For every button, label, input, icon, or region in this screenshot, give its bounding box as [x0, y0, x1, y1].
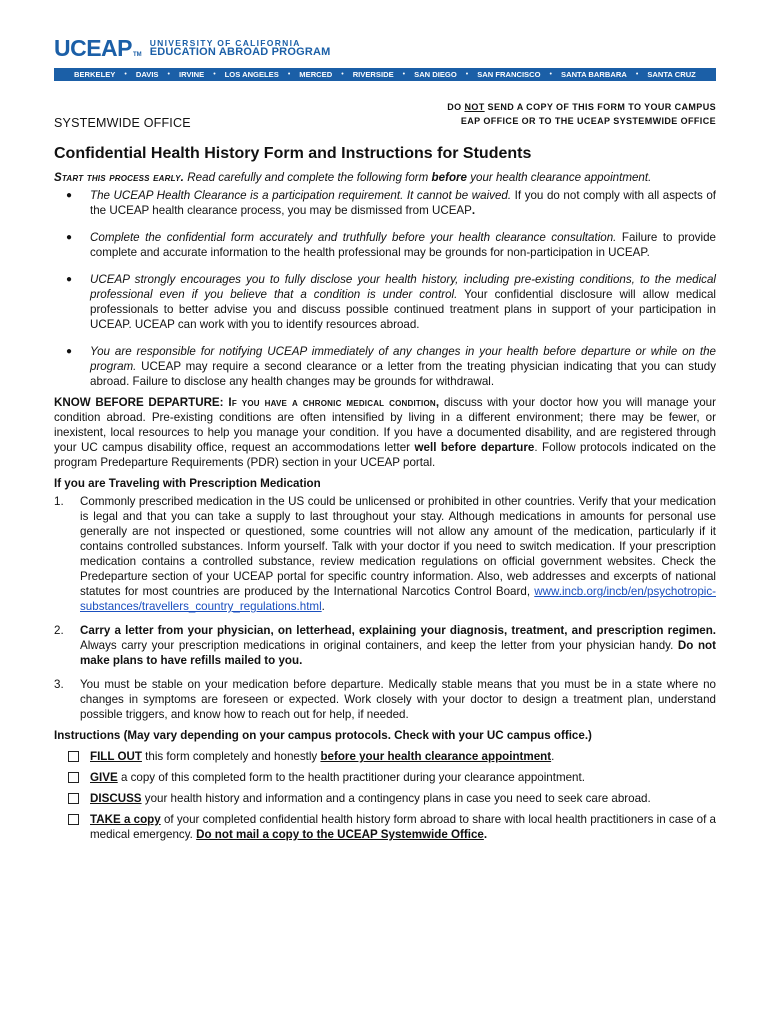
notice-pre: DO: [447, 102, 465, 112]
bullet-icon: ●: [66, 274, 73, 285]
rx-bold-2: Do not make plans to have refills mailed to you.: [80, 639, 716, 667]
notice-post: SEND A COPY OF THIS FORM TO YOUR CAMPUS: [484, 102, 716, 112]
intro-bold: before: [431, 171, 467, 184]
campus-separator: •: [124, 71, 127, 78]
campus-name: DAVIS: [135, 70, 159, 79]
campus-name: RIVERSIDE: [352, 70, 394, 79]
campus-separator: •: [167, 71, 170, 78]
checkbox[interactable]: [68, 751, 79, 762]
bullet-italic: UCEAP strongly encourages you to fully disclose your health history, including pre-existing conditions, to the medical professional even if you believe that a condition is under control.: [90, 273, 716, 301]
bullet-icon: ●: [66, 232, 73, 243]
intro-text-2: your health clearance appointment.: [466, 171, 652, 184]
bullet-icon: ●: [66, 346, 73, 357]
know-text-2: . Follow protocols indicated on the program Predeparture Requirements (PDR) section in your UCEAP portal.: [54, 441, 717, 469]
checkbox[interactable]: [68, 772, 79, 783]
bullet-end: .: [471, 204, 476, 217]
trademark-mark: TM: [133, 52, 142, 58]
rx-end: .: [321, 600, 325, 613]
checklist-key: FILL OUT: [90, 750, 142, 763]
bullet-italic: Complete the confidential form accurately and truthfully before your health clearance consultation.: [90, 231, 617, 244]
know-smallcaps: If you have a chronic medical condition,: [223, 396, 440, 409]
campus-separator: •: [341, 71, 344, 78]
checklist-item-give: [54, 770, 716, 785]
do-not-send-notice: [447, 101, 716, 129]
page-title: Confidential Health History Form and Instructions for Students: [54, 145, 532, 162]
list-item: [54, 623, 716, 668]
campus-separator: •: [287, 71, 291, 78]
rx-bold: Carry a letter from your physician, on letterhead, explaining your diagnosis, treatment, and prescription regimen.: [80, 624, 716, 637]
uceap-header: [54, 30, 716, 60]
list-item: [54, 344, 716, 389]
incb-link[interactable]: www.incb.org/incb/en/psychotropic-substances/travellers_country_regulations.html: [80, 585, 716, 613]
notice-not: NOT: [464, 102, 485, 112]
bullet-text: UCEAP may require a second clearance or a letter from the treating physician indicating that you can study abroad. Failure to disclose any health changes may be grounds for withdrawal.: [90, 360, 716, 388]
bullet-text: Your confidential disclosure will allow medical professionals to better advise you and discuss possible continued treatment plans in support of your participation in UCEAP. UCEAP can work with you to identify resources abroad.: [90, 288, 716, 331]
bullet-text: If you do not comply with all aspects of the UCEAP health clearance process, you may be dismissed from UCEAP: [90, 189, 717, 217]
intro-text: Read carefully and complete the following form: [184, 171, 432, 184]
checklist-text: of your completed confidential health history form abroad to share with local health practitioners in case of a medical emergency.: [90, 813, 716, 841]
notice-line-1: [447, 101, 716, 115]
campus-separator: •: [635, 71, 639, 78]
logo-lockup: [54, 30, 716, 60]
campus-separator: •: [549, 71, 552, 78]
rx-text: Always carry your prescription medications in original containers, and keep the letter from your physician handy.: [80, 639, 678, 652]
checklist-text: a copy of this completed form to the health practitioner during your clearance appointment.: [117, 771, 585, 784]
campus-separator: •: [402, 71, 406, 78]
list-item: [54, 188, 716, 218]
rx-list: [54, 494, 716, 722]
logo-subtitle: [150, 39, 331, 60]
bullet-icon: ●: [66, 190, 73, 201]
checklist-end: .: [551, 750, 555, 763]
item-number: 2.: [54, 624, 64, 637]
bullet-italic: You are responsible for notifying UCEAP immediately of any changes in your health before departure or while on the program.: [90, 345, 716, 373]
campus-name: MERCED: [299, 70, 333, 79]
campus-name: SAN DIEGO: [414, 70, 457, 79]
know-bold: well before departure: [414, 441, 535, 454]
checklist-item-take-copy: [54, 812, 716, 842]
uceap-logo: UCEAP: [54, 35, 133, 61]
know-text: discuss with your doctor how you will manage your condition abroad. Pre-existing conditions are often intensified by living in a different environment; there may be fewer, or inexistent, local resources to help you manage your condition. If you have a documented disability, and are registered through your UC campus disability office, request an accommodations letter: [54, 396, 716, 454]
checklist-bold: before your health clearance appointment: [320, 750, 552, 763]
checklist-key: DISCUSS: [90, 792, 142, 805]
campus-name: LOS ANGELES: [224, 70, 279, 79]
list-item: [54, 272, 716, 332]
notice-line-2: EAP OFFICE OR TO THE UCEAP SYSTEMWIDE OFFICE: [460, 115, 716, 126]
campus-name: SANTA CRUZ: [647, 70, 696, 79]
checklist-end: .: [483, 828, 488, 841]
intro-paragraph: [54, 170, 716, 185]
campus-name: IRVINE: [178, 70, 205, 79]
checklist-text: this form completely and honestly: [141, 750, 321, 763]
checklist-text: your health history and information and a contingency plans in case you need to seek care abroad.: [141, 792, 651, 805]
instructions-heading: Instructions (May vary depending on your campus protocols. Check with your UC campus office.): [54, 729, 592, 742]
checklist-item-fill-out: [54, 749, 716, 764]
rx-text: Commonly prescribed medication in the US could be unlicensed or prohibited in other countries. Verify that your medication is legal and that you can take a supply to last throughout your stay. Although medications in amounts for personal use generally are not inspected or questioned, some countries will not allow any amount of the medication, particularly if it contains controlled substances. Inform yourself. Talk with your doctor if you need to switch medication. If your prescription medication contains a controlled substance, review medication regulations on official government websites. Check the Predeparture section of your UCEAP portal for specific country information. Also, web addresses and excerpts of national statutes for most countries are produced by the International Narcotics Control Board,: [80, 495, 716, 598]
checkbox[interactable]: [68, 814, 79, 825]
form-instructions: [54, 170, 716, 842]
checklist-bold: Do not mail a copy to the UCEAP Systemwide Office: [196, 828, 484, 841]
requirements-list: [54, 188, 716, 389]
campus-bar: [54, 68, 716, 81]
checklist-item-discuss: [54, 791, 716, 806]
item-number: 1.: [54, 495, 64, 508]
bullet-text: Failure to provide complete and accurate information to the health professional may be grounds for non-participation in UCEAP.: [90, 231, 717, 259]
list-item: [54, 677, 716, 722]
campus-separator: •: [213, 71, 216, 78]
know-label: KNOW BEFORE DEPARTURE:: [54, 396, 224, 409]
intro-lead: Start this process early.: [54, 171, 185, 184]
campus-name: BERKELEY: [74, 70, 116, 79]
office-label: SYSTEMWIDE OFFICE: [54, 116, 191, 130]
campus-name: SAN FRANCISCO: [477, 70, 541, 79]
item-number: 3.: [54, 678, 64, 691]
checklist-key: GIVE: [90, 771, 118, 784]
campus-name: SANTA BARBARA: [561, 70, 627, 79]
checkbox[interactable]: [68, 793, 79, 804]
list-item: [54, 230, 716, 260]
logo-subtitle-program: EDUCATION ABROAD PROGRAM: [149, 46, 331, 59]
checklist-key: TAKE a copy: [90, 813, 161, 826]
list-item: [54, 494, 716, 614]
campus-separator: •: [465, 71, 469, 78]
know-before-departure: [54, 395, 716, 470]
logo-subtitle-university: UNIVERSITY OF CALIFORNIA: [149, 37, 301, 48]
rx-heading: If you are Traveling with Prescription Medication: [54, 477, 321, 490]
rx-text: You must be stable on your medication before departure. Medically stable means that you must be in a state where no changes in symptoms are foreseen or expected. Work closely with your doctor to design a treatment plan, understand possible triggers, and know how to reach out for help, if needed.: [80, 678, 716, 721]
bullet-italic: The UCEAP Health Clearance is a participation requirement. It cannot be waived.: [90, 189, 512, 202]
